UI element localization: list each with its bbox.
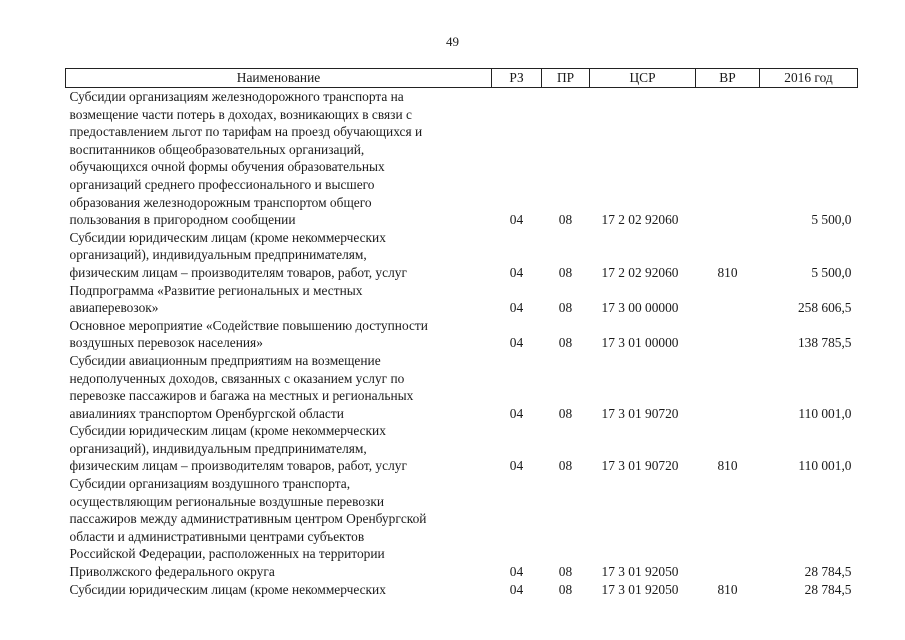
budget-table (65, 68, 858, 598)
row-name-line: воспитанников общеобразовательных организаций, (69, 141, 365, 157)
header-year: 2016 год (760, 69, 858, 88)
row-rz: 04 (509, 564, 524, 580)
row-vr (696, 88, 760, 229)
row-name (66, 581, 492, 599)
row-rz: 04 (509, 581, 524, 597)
row-pr: 08 (558, 581, 573, 597)
table-row (66, 282, 858, 317)
row-name-line: Субсидии организациям воздушного транспорта, (69, 476, 351, 492)
row-name-line: осуществляющим региональные воздушные перевозки (69, 493, 385, 509)
row-name-line: пользования в пригородном сообщении (69, 212, 296, 228)
row-amount: 138 785,5 (797, 335, 852, 351)
row-name-line: Подпрограмма «Развитие региональных и местных (69, 282, 363, 298)
row-rz: 04 (509, 458, 524, 474)
row-vr: 810 (717, 581, 738, 597)
header-rz: РЗ (492, 69, 542, 88)
row-vr: 810 (717, 264, 738, 280)
row-name-line: недополученных доходов, связанных с оказанием услуг по (69, 370, 405, 386)
row-vr (696, 282, 760, 317)
header-csr: ЦСР (590, 69, 696, 88)
row-vr (696, 317, 760, 352)
row-name-line: физическим лицам – производителям товаров, работ, услуг (69, 264, 407, 280)
row-rz: 04 (509, 264, 524, 280)
row-csr: 17 2 02 92060 (601, 264, 679, 280)
row-name (66, 352, 492, 422)
table-row (66, 475, 858, 581)
row-name-line: организаций среднего профессионального и высшего (69, 176, 375, 192)
row-vr (696, 352, 760, 422)
row-rz: 04 (509, 300, 524, 316)
row-name-line: Субсидии юридическим лицам (кроме некоммерческих (69, 581, 386, 597)
row-name-line: области и административными центрами субъектов (69, 528, 365, 544)
row-name-line: организаций), индивидуальным предпринимателям, (69, 247, 367, 263)
row-name (66, 317, 492, 352)
row-name (66, 88, 492, 229)
table-row (66, 317, 858, 352)
row-amount: 5 500,0 (811, 264, 852, 280)
header-name: Наименование (66, 69, 492, 88)
table-body (66, 88, 858, 599)
row-vr: 810 (717, 458, 738, 474)
table-row (66, 581, 858, 599)
row-csr: 17 3 01 92050 (601, 564, 679, 580)
row-name-line: перевозке пассажиров и багажа на местных и региональных (69, 388, 414, 404)
row-pr: 08 (558, 335, 573, 351)
row-name (66, 422, 492, 475)
row-amount: 28 784,5 (804, 581, 852, 597)
header-pr: ПР (542, 69, 590, 88)
row-name (66, 282, 492, 317)
row-amount: 110 001,0 (798, 405, 852, 421)
row-name-line: Субсидии организациям железнодорожного транспорта на (69, 89, 404, 104)
row-vr (696, 475, 760, 581)
table-row (66, 352, 858, 422)
row-name-line: авиалиниях транспортом Оренбургской области (69, 405, 344, 421)
row-name-line: авиаперевозок» (69, 300, 159, 316)
row-name-line: физическим лицам – производителям товаров, работ, услуг (69, 458, 407, 474)
table-row (66, 422, 858, 475)
row-pr: 08 (558, 405, 573, 421)
row-amount: 5 500,0 (811, 212, 852, 228)
row-rz: 04 (509, 335, 524, 351)
row-name-line: Приволжского федерального округа (69, 564, 275, 580)
row-csr: 17 3 01 00000 (601, 335, 679, 351)
row-name-line: Субсидии юридическим лицам (кроме некоммерческих (69, 229, 386, 245)
row-name-line: обучающихся очной формы обучения образовательных (69, 159, 385, 175)
row-pr: 08 (558, 300, 573, 316)
row-csr: 17 3 01 90720 (601, 458, 679, 474)
row-pr: 08 (558, 264, 573, 280)
row-rz: 04 (509, 405, 524, 421)
row-pr: 08 (558, 564, 573, 580)
row-rz: 04 (509, 212, 524, 228)
row-name (66, 229, 492, 282)
row-csr: 17 2 02 92060 (601, 212, 679, 228)
row-name (66, 475, 492, 581)
row-csr: 17 3 01 90720 (601, 405, 679, 421)
row-name-line: Субсидии авиационным предприятиям на возмещение (69, 352, 381, 368)
row-amount: 110 001,0 (798, 458, 852, 474)
row-name-line: воздушных перевозок населения» (69, 335, 263, 351)
row-csr: 17 3 00 00000 (601, 300, 679, 316)
row-name-line: Субсидии юридическим лицам (кроме некоммерческих (69, 423, 386, 439)
row-name-line: возмещение части потерь в доходах, возникающих в связи с (69, 106, 412, 122)
row-pr: 08 (558, 212, 573, 228)
table-row (66, 229, 858, 282)
row-pr: 08 (558, 458, 573, 474)
header-vr: ВР (696, 69, 760, 88)
row-csr: 17 3 01 92050 (601, 581, 679, 597)
page-number: 49 (446, 34, 459, 49)
row-amount: 28 784,5 (804, 564, 852, 580)
table-row (66, 88, 858, 229)
row-name-line: образования железнодорожным транспортом общего (69, 194, 372, 210)
row-name-line: Российской Федерации, расположенных на территории (69, 546, 385, 562)
row-name-line: пассажиров между административным центром Оренбургской (69, 511, 427, 527)
table-header-row (66, 69, 858, 88)
row-name-line: предоставлением льгот по тарифам на проезд обучающихся и (69, 124, 423, 140)
row-name-line: организаций), индивидуальным предпринимателям, (69, 440, 367, 456)
row-amount: 258 606,5 (797, 300, 852, 316)
row-name-line: Основное мероприятие «Содействие повышению доступности (69, 317, 428, 333)
